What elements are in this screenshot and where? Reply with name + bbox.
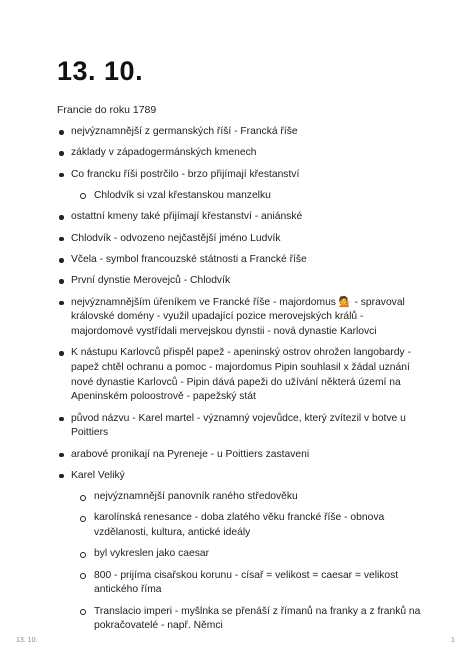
footer-page-title: 13. 10.: [16, 637, 38, 644]
list-item: První dynstie Merovejců - Chlodvík: [57, 274, 427, 289]
notes-list: [57, 125, 427, 641]
list-item: ostattní kmeny také přijímají křestanství - aniánské: [57, 210, 427, 225]
list-item: [57, 469, 427, 634]
page-number: 1: [451, 637, 455, 644]
sub-list: [71, 189, 427, 204]
page-title: 13. 10.: [57, 56, 144, 86]
sub-list-item: nejvýznamnější panovník raného středověku: [71, 490, 427, 505]
list-item: základy v západogermánských kmenech: [57, 146, 427, 161]
list-item: nejvýznamnější z germanských říší - Francká říše: [57, 125, 427, 140]
list-item: původ názvu - Karel martel - významný vojevůdce, který zvítezil v botve u Poittiers: [57, 412, 427, 441]
sub-list-item: Translacio imperi - myšlnka se přenáší z římanů na franky a z franků na pokračovatelé - např. Němci: [71, 605, 427, 634]
list-item: arabové pronikají na Pyreneje - u Poittiers zastaveni: [57, 448, 427, 463]
list-item-text: Karel Veliký: [71, 469, 125, 481]
list-item: K nástupu Karlovců přispěl papež - apeninský ostrov ohrožen langobardy - papež chtěl ochranu a pomoc - majordomus Pipin souhlasil x žádal uznání nové dynastie Karlovců - Pipin dává papeži do užívání některá území na Apeninském poloostrově - papežský stát: [57, 346, 427, 404]
list-item-text: Co francku říši postrčilo - brzo přijímají křestanství: [71, 168, 300, 180]
list-item: Včela - symbol francouzské státnosti a Francké říše: [57, 253, 427, 268]
list-item: Chlodvík - odvozeno nejčastější jméno Ludvík: [57, 232, 427, 247]
list-item: nejvýznamnějším úřeníkem ve Francké říše - majordomus 💁 - spravoval královské domény - využil upadající pozice merovejských králů - majordomové vystřídali mervejskou dynstii - nová dynastie Karlovci: [57, 296, 427, 340]
sub-list-item: Chlodvík si vzal křestanskou manzelku: [71, 189, 427, 204]
list-item: [57, 168, 427, 204]
sub-list-item: karolínská renesance - doba zlatého věku francké říše - obnova vzdělanosti, kultura, antické ideály: [71, 511, 427, 540]
sub-list: [71, 490, 427, 634]
sub-list-item: byl vykreslen jako caesar: [71, 547, 427, 562]
sub-list-item: 800 - prijíma cisařskou korunu - císař = velikost = caesar = velikost antického říma: [71, 569, 427, 598]
section-heading: Francie do roku 1789: [57, 104, 157, 116]
